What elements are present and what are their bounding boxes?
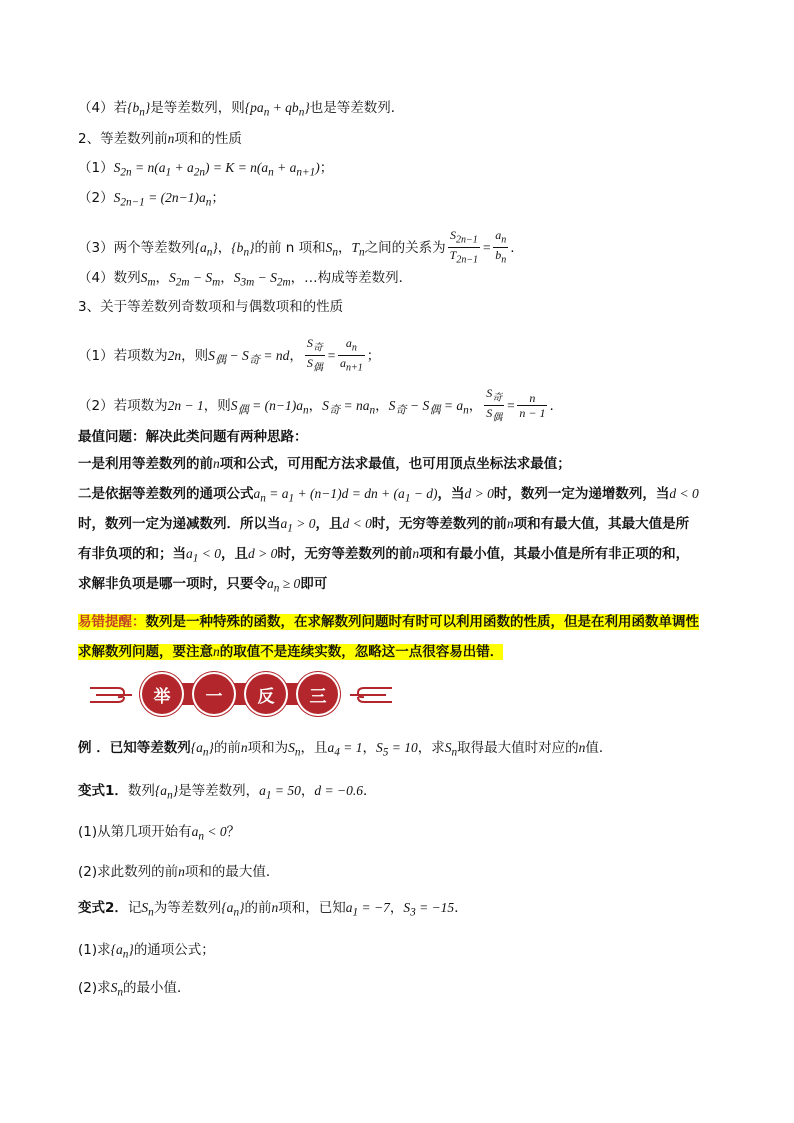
example-line: 例 ．已知等差数列$\{a_n\}$的前n项和为$S_n$，且$a_4 = 1$，$S_5 = 10$，求$S_n$取得最大值时对应的n值． (78, 740, 613, 759)
section-2-title: 2、等差数列前n项和的性质 (78, 131, 242, 147)
banner-char-2: 一 (194, 674, 234, 714)
section-2-item-4: （4）数列$S_m$，$S_{2m} - S_m$，$S_{3m} - S_{2m}$，…构成等差数列． (78, 270, 413, 289)
section-3-item-1: （1）若项数为2n，则$S_偶 - S_奇$ = nd， $\frac{S_奇}{S_偶}$ = $\frac{a_n}{a_{n+1}}$ ； (78, 336, 381, 374)
variant-2-question-1: (1)求$\{a_n\}$的通项公式； (78, 942, 215, 961)
variant-1-question-2: (2)求此数列的前n项和的最大值． (78, 864, 280, 880)
section-banner (94, 670, 354, 720)
section-2-item-3: （3）两个等差数列$\{a_n\}$，$\{b_n\}$的前 n 项和$S_n$，$T_n$之间的关系为 $\frac{S_{2n-1}}{T_{2n-1}}$ = $\frac{a_n}{b_n}$ . (78, 228, 515, 266)
tip-line-2: 求解数列问题，要注意n的取值不是连续实数，忽略这一点很容易出错． (78, 644, 504, 660)
extreme-line-1: 一是利用等差数列的前n项和公式，可用配方法求最值，也可用顶点坐标法求最值； (78, 456, 571, 472)
extreme-title: 最值问题：解决此类问题有两种思路： (78, 429, 308, 445)
section-2-item-1: $(1)S_{2n} = n(a_1 + a_{2n}) = K = n(a_n + a_{n+1})$； (78, 160, 334, 179)
extreme-line-3: 时，数列一定为递减数列．所以当$a_1 > 0$，且d < 0时，无穷等差数列的前n项和有最大值，其最大值是所 (78, 516, 690, 535)
left-cloud-ornament (88, 680, 140, 710)
variant-2-line: 变式2．记$S_n$为等差数列$\{a_n\}$的前n项和，已知$a_1 = -7$，$S_3 = -15$． (78, 900, 468, 919)
extreme-line-5: 求解非负项是哪一项时，只要令$a_n \ge 0$即可 (78, 576, 328, 595)
extreme-line-2: 二是依据等差数列的通项公式$a_n = a_1 + (n-1)d$ = dn + $(a_1 - d)$，当d > 0时，数列一定为递增数列，当d < 0 (78, 486, 699, 505)
banner-char-1: 举 (142, 674, 182, 714)
variant-2-question-2: (2)求$S_n$的最小值． (78, 980, 191, 999)
banner-char-3: 反 (246, 674, 286, 714)
banner-char-4: 三 (298, 674, 338, 714)
property-4-line: （4）若$\{b_n\}$是等差数列，则$\{pa_n + qb_n\}$也是等差数列． (78, 100, 405, 119)
section-3-title: 3、关于等差数列奇数项和与偶数项和的性质 (78, 299, 344, 315)
extreme-line-4: 有非负项的和；当$a_1 < 0$，且d > 0时，无穷等差数列的前n项和有最小值，其最小值是所有非正项的和， (78, 546, 690, 565)
section-2-item-2: $(2)S_{2n-1} = (2n-1)a_n$； (78, 190, 225, 209)
tip-line-1: 易错提醒：数列是一种特殊的函数，在求解数列问题时有时可以利用函数的性质，但是在利用函数单调性 (78, 614, 699, 630)
variant-1-question-1: (1)从第几项开始有$a_n < 0$？ (78, 824, 241, 843)
tip-label: 易错提醒： (78, 614, 146, 630)
ratio-fraction: $\frac{S_{2n-1}}{T_{2n-1}}$ (449, 228, 479, 266)
right-cloud-ornament (342, 680, 394, 710)
section-3-item-2: （2）若项数为2n − 1，则$S_偶 = (n-1)a_n$，$S_奇 = na_n$，$S_奇 - S_偶 = a_n$， $\frac{S_奇}{S_偶}$ = $\frac{n}{n - 1}$ . (78, 386, 554, 424)
variant-1-line: 变式1．数列$\{a_n\}$是等差数列，$a_1 = 50$，d = −0.6． (78, 783, 377, 802)
